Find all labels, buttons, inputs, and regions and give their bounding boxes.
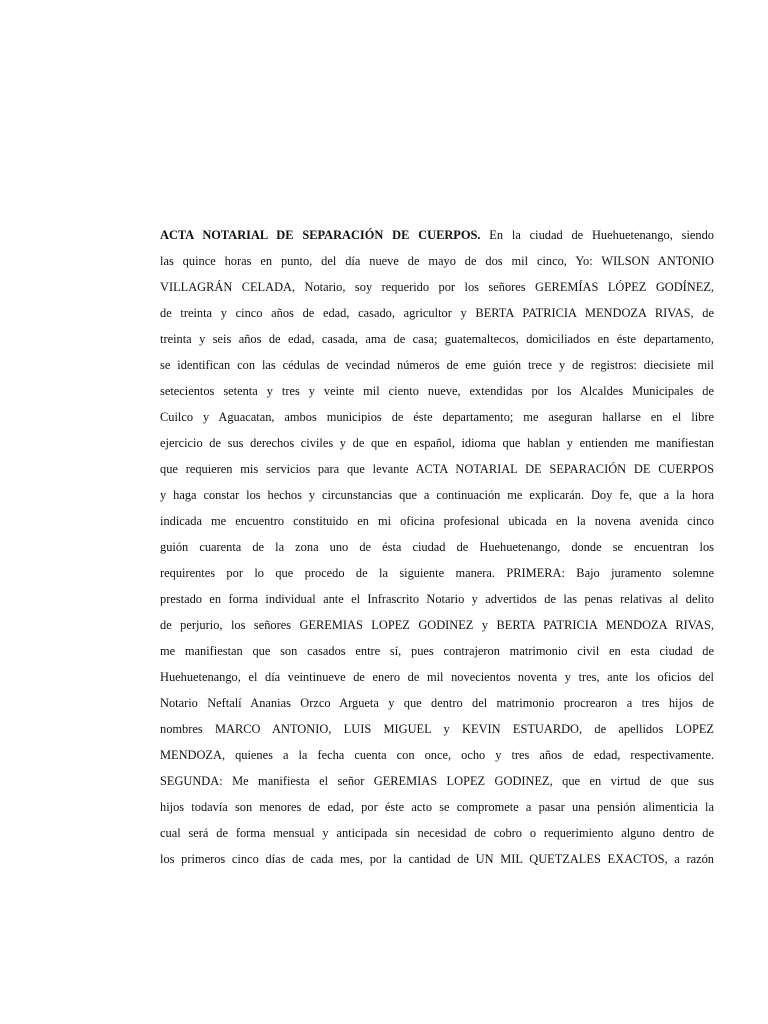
text-line: requirentes por lo que procedo de la siguiente manera. PRIMERA: Bajo juramento solemne: [160, 566, 714, 580]
text-line: ejercicio de sus derechos civiles y de que en español, idioma que hablan y entienden me manifiestan: [160, 436, 714, 450]
text-line: de perjurio, los señores GEREMIAS LOPEZ GODINEZ y BERTA PATRICIA MENDOZA RIVAS,: [160, 618, 714, 632]
text-line: las quince horas en punto, del día nueve de mayo de dos mil cinco, Yo: WILSON ANTONIO: [160, 254, 714, 268]
text-line: prestado en forma individual ante el Infrascrito Notario y advertidos de las penas relativas al delito: [160, 592, 714, 606]
text-line-content: En la ciudad de Huehuetenango, siendo: [480, 228, 714, 242]
text-line: los primeros cinco días de cada mes, por la cantidad de UN MIL QUETZALES EXACTOS, a razón: [160, 852, 714, 866]
text-line: Notario Neftalí Ananias Orzco Argueta y que dentro del matrimonio procrearon a tres hijos de: [160, 696, 714, 710]
text-line: Huehuetenango, el día veintinueve de enero de mil novecientos noventa y tres, ante los oficios del: [160, 670, 714, 684]
document-body: [160, 222, 714, 872]
text-line: se identifican con las cédulas de vecindad números de eme guión trece y de registros: diecisiete mil: [160, 358, 714, 372]
text-line: que requieren mis servicios para que levante ACTA NOTARIAL DE SEPARACIÓN DE CUERPOS: [160, 462, 714, 476]
text-line: me manifiestan que son casados entre sí, pues contrajeron matrimonio civil en esta ciudad de: [160, 644, 714, 658]
text-line: y haga constar los hechos y circunstancias que a continuación me explicarán. Doy fe, que a la hora: [160, 488, 714, 502]
text-line: SEGUNDA: Me manifiesta el señor GEREMIAS LOPEZ GODINEZ, que en virtud de que sus: [160, 774, 714, 788]
document-title: ACTA NOTARIAL DE SEPARACIÓN DE CUERPOS.: [160, 228, 481, 242]
text-line: setecientos setenta y tres y veinte mil ciento nueve, extendidas por los Alcaldes Municipales de: [160, 384, 714, 398]
text-line: indicada me encuentro constituido en mi oficina profesional ubicada en la novena avenida cinco: [160, 514, 714, 528]
text-line: de treinta y cinco años de edad, casado, agricultor y BERTA PATRICIA MENDOZA RIVAS, de: [160, 306, 714, 320]
text-line: VILLAGRÁN CELADA, Notario, soy requerido por los señores GEREMÍAS LÓPEZ GODÍNEZ,: [160, 280, 714, 294]
text-line: treinta y seis años de edad, casada, ama de casa; guatemaltecos, domiciliados en éste departamento,: [160, 332, 714, 346]
text-line: nombres MARCO ANTONIO, LUIS MIGUEL y KEVIN ESTUARDO, de apellidos LOPEZ: [160, 722, 714, 736]
text-line: hijos todavía son menores de edad, por éste acto se compromete a pasar una pensión alimenticia la: [160, 800, 714, 814]
text-line: guión cuarenta de la zona uno de ésta ciudad de Huehuetenango, donde se encuentran los: [160, 540, 714, 554]
text-line: [160, 222, 714, 248]
text-line: MENDOZA, quienes a la fecha cuenta con once, ocho y tres años de edad, respectivamente.: [160, 748, 714, 762]
text-line: Cuilco y Aguacatan, ambos municipios de éste departamento; me aseguran hallarse en el libre: [160, 410, 714, 424]
text-line: cual será de forma mensual y anticipada sin necesidad de cobro o requerimiento alguno dentro de: [160, 826, 714, 840]
